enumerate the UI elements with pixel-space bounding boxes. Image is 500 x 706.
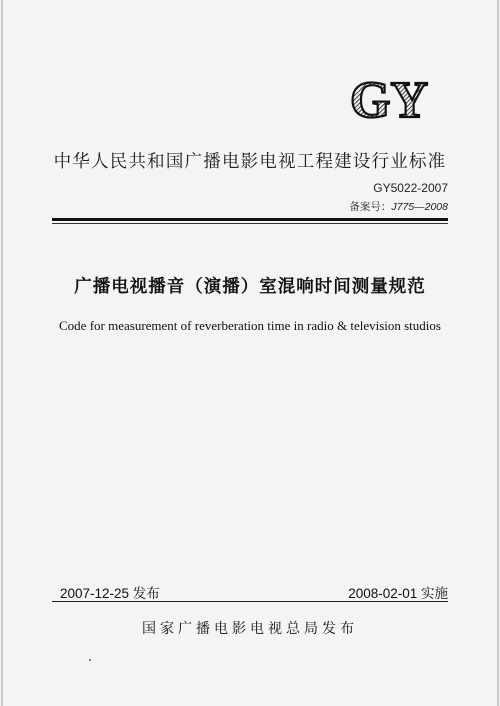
standard-body-name: 中华人民共和国广播电影电视工程建设行业标准 bbox=[53, 152, 447, 172]
implementation-date: 2008-02-01 实施 bbox=[348, 586, 448, 601]
gy-logo bbox=[333, 74, 445, 124]
document-title-chinese: 广播电视播音（演播）室混响时间测量规范 bbox=[74, 277, 426, 297]
footer-rule bbox=[52, 601, 448, 602]
filing-number-value: J775—2008 bbox=[391, 201, 448, 213]
publisher-name: 国家广播电影电视总局发布 bbox=[142, 621, 358, 637]
filing-number bbox=[349, 199, 448, 214]
issue-date: 2007-12-25 发布 bbox=[60, 586, 160, 601]
scan-edge-right bbox=[497, 0, 499, 706]
standard-number: GY5022-2007 bbox=[373, 181, 448, 195]
scan-speck bbox=[89, 659, 91, 661]
document-title-english: Code for measurement of reverberation time in radio & television studios bbox=[59, 318, 441, 333]
scan-edge-left bbox=[1, 0, 3, 706]
header-rule-thick bbox=[52, 218, 448, 221]
filing-label: 备案号： bbox=[349, 201, 392, 213]
header-rule-thin bbox=[52, 223, 448, 224]
gy-logo-text: GY bbox=[350, 74, 428, 124]
